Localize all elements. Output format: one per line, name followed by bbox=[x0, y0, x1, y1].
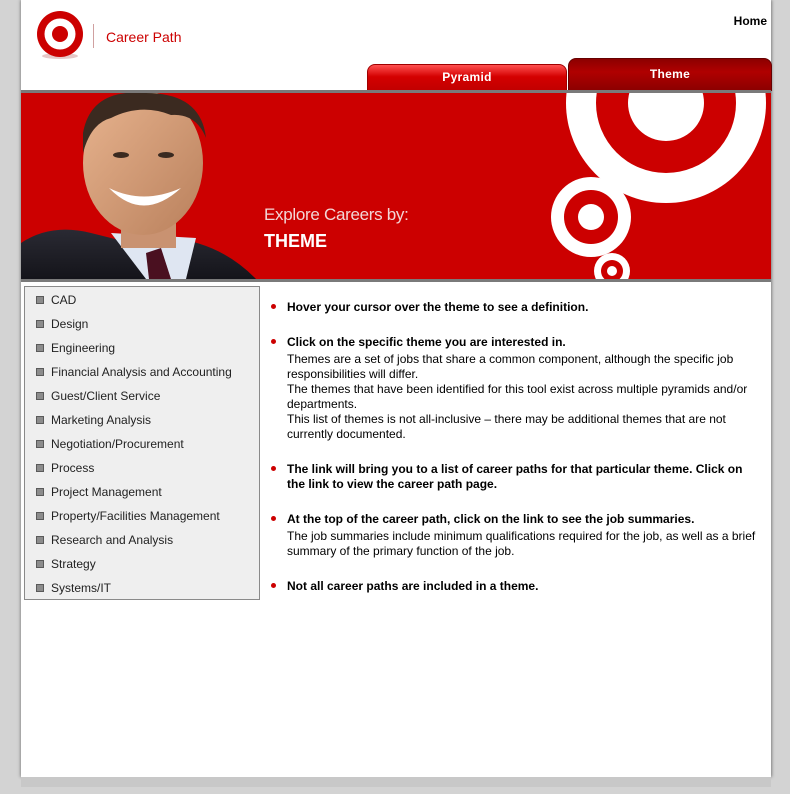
sidebar-item-negotiation-procurement[interactable] bbox=[25, 432, 259, 456]
square-bullet-icon bbox=[36, 416, 44, 424]
sidebar-item-label: Marketing Analysis bbox=[51, 413, 152, 427]
instruction-heading: Hover your cursor over the theme to see a definition. bbox=[287, 300, 589, 314]
bullseye-logo-icon[interactable] bbox=[35, 10, 85, 60]
sidebar-item-systems-it[interactable] bbox=[25, 576, 259, 600]
sidebar-item-guest-client-service[interactable] bbox=[25, 384, 259, 408]
sidebar-item-cad[interactable] bbox=[25, 288, 259, 312]
sidebar-item-engineering[interactable] bbox=[25, 336, 259, 360]
sidebar-item-label: Financial Analysis and Accounting bbox=[51, 365, 232, 379]
square-bullet-icon bbox=[36, 464, 44, 472]
square-bullet-icon bbox=[36, 560, 44, 568]
sidebar-item-project-management[interactable] bbox=[25, 480, 259, 504]
square-bullet-icon bbox=[36, 368, 44, 376]
sidebar-item-label: Strategy bbox=[51, 557, 96, 571]
instruction-paragraph: The job summaries include minimum qualifications required for the job, as well as a brief summary of the primary function of the job. bbox=[287, 529, 756, 558]
tab-theme[interactable]: Theme bbox=[568, 58, 772, 91]
instruction-item bbox=[271, 335, 761, 442]
instruction-paragraph: This list of themes is not all-inclusive – there may be additional themes that are not currently documented. bbox=[287, 412, 726, 441]
page-footer-band bbox=[21, 777, 771, 787]
instruction-item bbox=[271, 512, 761, 559]
red-dot-bullet-icon bbox=[271, 304, 276, 309]
square-bullet-icon bbox=[36, 320, 44, 328]
sidebar-item-marketing-analysis[interactable] bbox=[25, 408, 259, 432]
tab-pyramid[interactable]: Pyramid bbox=[367, 64, 567, 91]
sidebar-item-property-facilities-management[interactable] bbox=[25, 504, 259, 528]
sidebar-item-label: Property/Facilities Management bbox=[51, 509, 220, 523]
sidebar-item-label: Process bbox=[51, 461, 95, 475]
banner-divider bbox=[21, 279, 771, 282]
sidebar-item-label: CAD bbox=[51, 293, 77, 307]
instructions-panel bbox=[271, 300, 761, 614]
banner-artwork bbox=[21, 93, 771, 279]
square-bullet-icon bbox=[36, 584, 44, 592]
theme-list-sidebar bbox=[24, 286, 260, 600]
red-dot-bullet-icon bbox=[271, 516, 276, 521]
square-bullet-icon bbox=[36, 512, 44, 520]
instruction-paragraph: The themes that have been identified for this tool exist across multiple pyramids and/or departments. bbox=[287, 382, 748, 411]
instruction-item bbox=[271, 579, 761, 594]
instruction-body bbox=[287, 352, 761, 442]
brand-title: Career Path bbox=[106, 29, 182, 45]
sidebar-item-label: Negotiation/Procurement bbox=[51, 437, 184, 451]
square-bullet-icon bbox=[36, 488, 44, 496]
instruction-body bbox=[287, 529, 761, 559]
instruction-heading: Click on the specific theme you are interested in. bbox=[287, 335, 566, 349]
sidebar-item-research-and-analysis[interactable] bbox=[25, 528, 259, 552]
sidebar-item-strategy[interactable] bbox=[25, 552, 259, 576]
square-bullet-icon bbox=[36, 536, 44, 544]
square-bullet-icon bbox=[36, 392, 44, 400]
square-bullet-icon bbox=[36, 440, 44, 448]
instruction-paragraph: Themes are a set of jobs that share a common component, although the specific job responsibilities will differ. bbox=[287, 352, 734, 381]
red-dot-bullet-icon bbox=[271, 466, 276, 471]
sidebar-item-financial-analysis-and-accounting[interactable] bbox=[25, 360, 259, 384]
red-dot-bullet-icon bbox=[271, 583, 276, 588]
sidebar-item-design[interactable] bbox=[25, 312, 259, 336]
home-link[interactable]: Home bbox=[733, 14, 767, 28]
bullseye-decoration bbox=[551, 93, 766, 279]
page-container bbox=[21, 0, 771, 777]
instruction-heading: At the top of the career path, click on the link to see the job summaries. bbox=[287, 512, 695, 526]
instruction-item bbox=[271, 300, 761, 315]
logo-divider bbox=[93, 24, 94, 48]
instruction-heading: Not all career paths are included in a theme. bbox=[287, 579, 539, 593]
instruction-heading: The link will bring you to a list of career paths for that particular theme. Click on the link to view the career path page. bbox=[287, 462, 743, 491]
red-dot-bullet-icon bbox=[271, 339, 276, 344]
instruction-item bbox=[271, 462, 761, 492]
square-bullet-icon bbox=[36, 344, 44, 352]
portrait-photo bbox=[21, 93, 256, 279]
sidebar-item-label: Research and Analysis bbox=[51, 533, 174, 547]
square-bullet-icon bbox=[36, 296, 44, 304]
banner-explore-label: Explore Careers by: bbox=[264, 205, 409, 224]
banner-theme-label: THEME bbox=[264, 231, 327, 251]
sidebar-item-label: Guest/Client Service bbox=[51, 389, 161, 403]
theme-list bbox=[25, 287, 259, 600]
sidebar-item-label: Engineering bbox=[51, 341, 116, 355]
sidebar-item-label: Project Management bbox=[51, 485, 162, 499]
sidebar-item-process[interactable] bbox=[25, 456, 259, 480]
hero-banner bbox=[21, 93, 771, 279]
sidebar-item-label: Design bbox=[51, 317, 89, 331]
sidebar-item-label: Systems/IT bbox=[51, 581, 112, 595]
